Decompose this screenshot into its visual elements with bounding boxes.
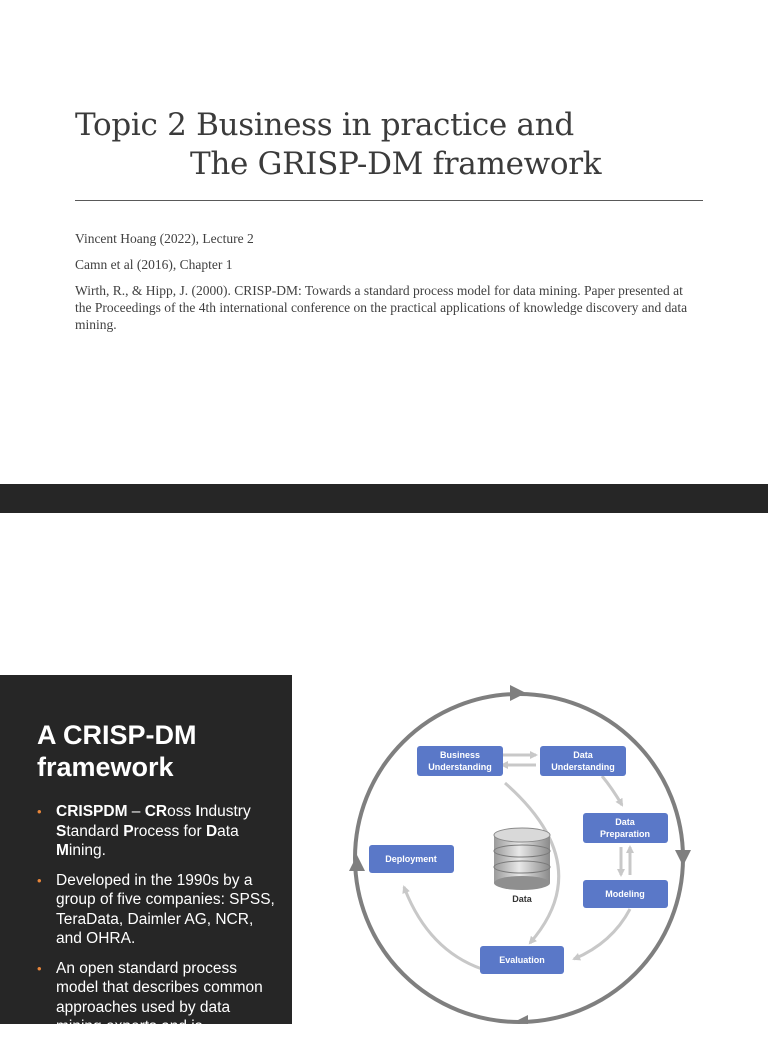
data-preparation-box: [583, 813, 668, 843]
slide-title: [75, 106, 715, 184]
bullet-dot-icon: •: [37, 804, 42, 819]
bullet-list: [37, 802, 277, 1047]
panel-title: A CRISP-DM framework: [37, 720, 197, 782]
title-line-2: The GRISP-DM framework: [190, 146, 602, 182]
svg-text:Preparation: Preparation: [599, 829, 651, 839]
database-icon: [494, 828, 550, 890]
bullet-dot-icon: •: [37, 872, 42, 888]
cycle-arrow-top-icon: [510, 685, 526, 701]
cycle-arrow-bottom-icon: [512, 1015, 528, 1024]
svg-text:Understanding: Understanding: [428, 762, 492, 772]
crisp-dm-slide: [0, 513, 768, 1035]
data-understanding-box: [540, 746, 626, 776]
cycle-arrow-right-icon: [675, 850, 691, 866]
title-divider-rule: [75, 200, 703, 201]
slide-separator-bar: [0, 484, 768, 513]
reference-item: Vincent Hoang (2022), Lecture 2: [75, 231, 254, 246]
text-panel: [0, 675, 292, 1035]
database-label: Data: [512, 894, 532, 904]
bullet-item: [37, 871, 277, 949]
title-line-1: Topic 2 Business in practice and: [75, 107, 574, 143]
svg-text:Evaluation: Evaluation: [499, 955, 545, 965]
business-understanding-box: [417, 746, 503, 776]
deployment-box: [369, 845, 454, 873]
svg-text:Modeling: Modeling: [605, 889, 645, 899]
cycle-arrow-left-icon: [349, 855, 365, 871]
bullet-text: CRISPDM – CRoss Industry Standard Process for Data Mining.: [56, 803, 251, 859]
title-slide: [0, 0, 768, 484]
bullet-dot-icon: •: [37, 960, 42, 976]
svg-text:Business: Business: [439, 750, 481, 760]
bullet-item: [37, 959, 277, 1037]
reference-item: Camn et al (2016), Chapter 1: [75, 257, 233, 272]
evaluation-box: [480, 946, 564, 974]
svg-text:Deployment: Deployment: [385, 854, 437, 864]
references-list: [75, 230, 700, 342]
svg-text:Understanding: Understanding: [551, 762, 615, 772]
bullet-item: [37, 802, 277, 861]
bullet-text: Developed in the 1990s by a group of five companies: SPSS, TeraData, Daimler AG, NCR, and OHRA.: [56, 871, 275, 947]
bullet-text: An open standard process model that describes common approaches used by data mining experts and is: [56, 959, 263, 1035]
crisp-dm-cycle-diagram: [340, 675, 710, 1024]
modeling-box: [583, 880, 668, 908]
svg-text:Data: Data: [615, 817, 635, 827]
reference-item: Wirth, R., & Hipp, J. (2000). CRISP-DM: Towards a standard process model for data mining. Paper presented at the Proceedings of the 4th international conference on the practical applications of knowledge discovery and data mining.: [75, 283, 688, 332]
svg-text:Data: Data: [573, 750, 593, 760]
